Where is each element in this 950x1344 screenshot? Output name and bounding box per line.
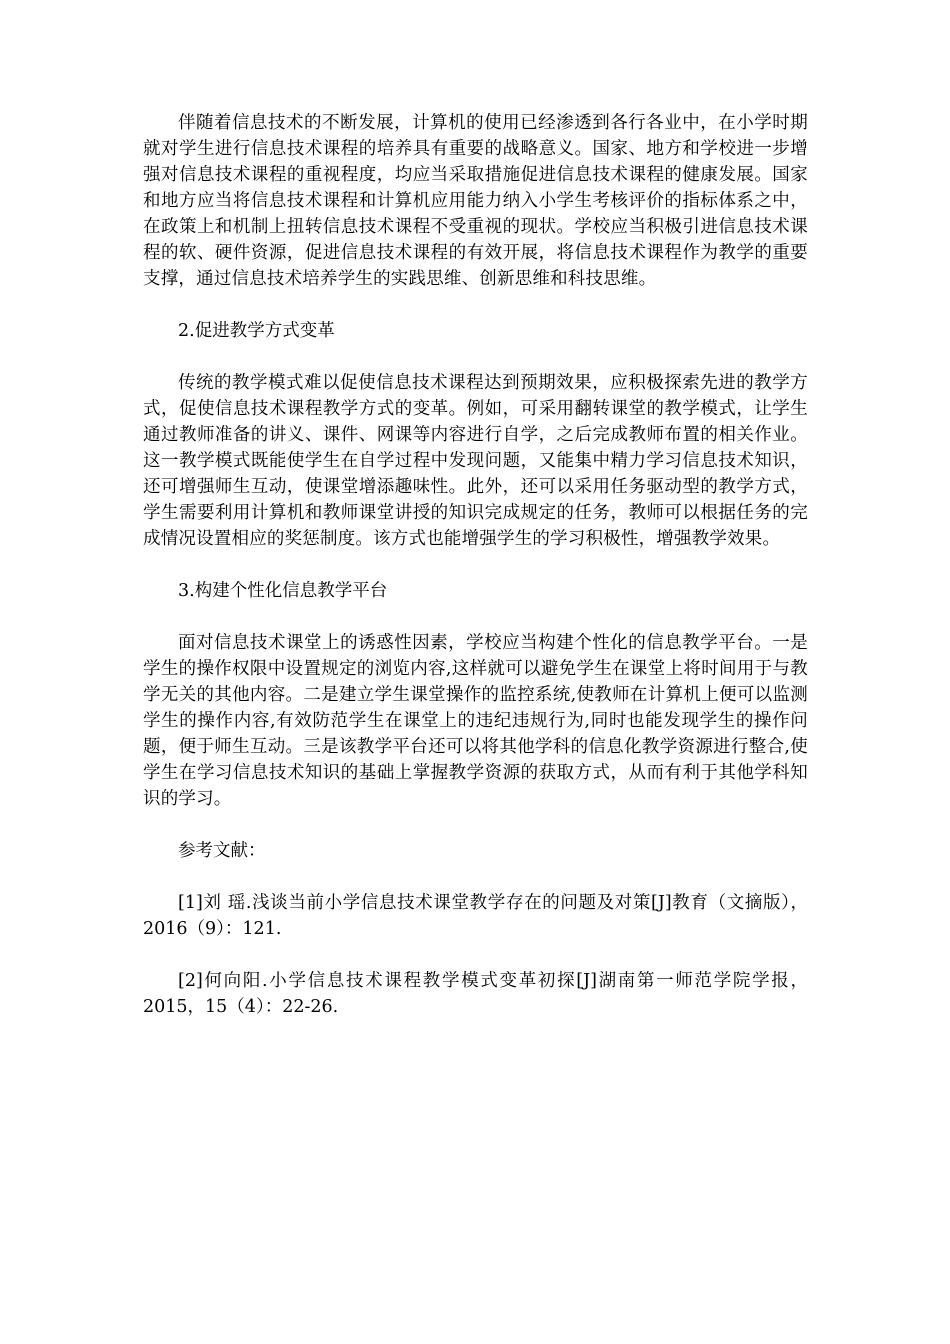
reference-item-2: [2]何向阳.小学信息技术课程教学模式变革初探[J]湖南第一师范学院学报，2015，15（4）：22-26. — [143, 971, 808, 1017]
section-heading-2: 2.促进教学方式变革 — [178, 321, 335, 341]
paragraph-platform: 面对信息技术课堂上的诱惑性因素，学校应当构建个性化的信息教学平台。一是学生的操作权限中设置规定的浏览内容,这样就可以避免学生在课堂上将时间用于与教学无关的其他内容。二是建立学生课堂操作的监控系统,使教师在计算机上便可以监测学生的操作内容,有效防范学生在课堂上的违纪违规行为,同时也能发现学生的操作问题，便于师生互动。三是该教学平台还可以将其他学科的信息化教学资源进行整合,使学生在学习信息技术知识的基础上掌握教学资源的获取方式，从而有利于其他学科知识的学习。 — [143, 633, 808, 809]
paragraph-intro: 伴随着信息技术的不断发展，计算机的使用已经渗透到各行各业中，在小学时期就对学生进行信息技术课程的培养具有重要的战略意义。国家、地方和学校进一步增强对信息技术课程的重视程度，均应当采取措施促进信息技术课程的健康发展。国家和地方应当将信息技术课程和计算机应用能力纳入小学生考核评价的指标体系之中，在政策上和机制上扭转信息技术课程不受重视的现状。学校应当积极引进信息技术课程的软、硬件资源，促进信息技术课程的有效开展，将信息技术课程作为教学的重要支撑，通过信息技术培养学生的实践思维、创新思维和科技思维。 — [143, 113, 808, 289]
paragraph-teaching-method: 传统的教学模式难以促使信息技术课程达到预期效果，应积极探索先进的教学方式，促使信息技术课程教学方式的变革。例如，可采用翻转课堂的教学模式，让学生通过教师准备的讲义、课件、网课等内容进行自学，之后完成教师布置的相关作业。这一教学模式既能使学生在自学过程中发现问题，又能集中精力学习信息技术知识，还可增强师生互动，使课堂增添趣味性。此外，还可以采用任务驱动型的教学方式，学生需要利用计算机和教师课堂讲授的知识完成规定的任务，教师可以根据任务的完成情况设置相应的奖惩制度。该方式也能增强学生的学习积极性，增强教学效果。 — [143, 373, 808, 549]
references-heading: 参考文献： — [178, 841, 266, 861]
section-heading-3: 3.构建个性化信息教学平台 — [178, 581, 388, 601]
reference-item-1: [1]刘 瑶.浅谈当前小学信息技术课堂教学存在的问题及对策[J]教育（文摘版），2016（9）：121. — [143, 893, 808, 939]
document-page — [143, 110, 808, 1020]
